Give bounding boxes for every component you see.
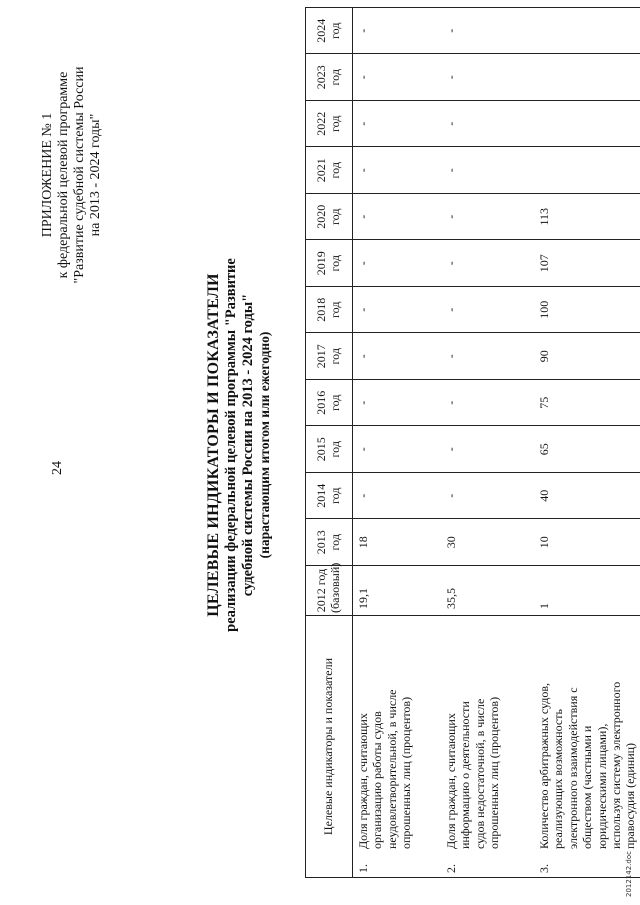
year-value: - (353, 101, 442, 148)
year-value: - (353, 147, 442, 194)
header-year: 2016 год (306, 380, 353, 427)
year-value: - (441, 101, 534, 148)
year-value: 100 (534, 287, 640, 334)
year-value: - (353, 287, 442, 334)
year-value: - (353, 240, 442, 287)
table-row (353, 8, 442, 878)
indicators-table (305, 7, 640, 878)
year-value: - (353, 54, 442, 101)
year-value (534, 101, 640, 148)
indicator-cell (534, 616, 640, 878)
year-value: 18 (353, 519, 442, 566)
indicator-cell (441, 616, 534, 878)
main-title: ЦЕЛЕВЫЕ ИНДИКАТОРЫ И ПОКАЗАТЕЛИ (205, 273, 222, 617)
table-row (534, 8, 640, 878)
row-number: 3. (537, 864, 551, 873)
base-value: 1 (534, 566, 640, 616)
header-year: 2013 год (306, 519, 353, 566)
header-year: 2023 год (306, 54, 353, 101)
year-value: - (441, 473, 534, 520)
year-value: - (353, 8, 442, 55)
table-row (441, 8, 534, 878)
year-value (534, 54, 640, 101)
appendix-line-4: на 2013 - 2024 годы" (88, 113, 104, 237)
indicator-text: Количество арбитражных судов, реализующих возможность электронного взаимодействия с обществом (частными и юридическими лицами), используя систему электронного правосудия (единиц) (537, 681, 638, 849)
table-header-row (306, 8, 353, 878)
year-value: - (441, 426, 534, 473)
title-line-4: (нарастающим итогом или ежегодно) (256, 331, 272, 559)
year-value: - (353, 473, 442, 520)
base-value: 35,5 (441, 566, 534, 616)
file-name-footer: 2012142.doc (625, 851, 633, 897)
year-value: - (441, 147, 534, 194)
document-title (205, 185, 272, 705)
indicator-text: Доля граждан, считающих информацию о деятельности судов недостаточной, в числе опрошенных лиц (процентов) (444, 696, 502, 849)
header-indicator: Целевые индикаторы и показатели (306, 616, 353, 878)
header-year: 2015 год (306, 426, 353, 473)
header-year: 2021 год (306, 147, 353, 194)
year-value: - (441, 8, 534, 55)
year-value: 10 (534, 519, 640, 566)
year-value: - (353, 333, 442, 380)
year-value: - (441, 194, 534, 241)
appendix-heading (40, 25, 104, 325)
title-line-3: судебной системы России на 2013 - 2024 годы" (240, 293, 257, 597)
year-value: - (441, 54, 534, 101)
year-value: 107 (534, 240, 640, 287)
row-number: 1. (356, 864, 370, 873)
year-value (534, 8, 640, 55)
title-line-2: реализации федеральной целевой программы "Развитие (223, 258, 240, 632)
row-number: 2. (444, 864, 458, 873)
header-year: 2024 год (306, 8, 353, 55)
year-value: 30 (441, 519, 534, 566)
indicator-cell (353, 616, 442, 878)
year-value: - (441, 333, 534, 380)
base-value: 19,1 (353, 566, 442, 616)
year-value (534, 147, 640, 194)
year-value: 113 (534, 194, 640, 241)
year-value: 40 (534, 473, 640, 520)
year-value: - (353, 380, 442, 427)
year-value: - (353, 426, 442, 473)
header-base-year: 2012 год (базовый) (306, 566, 353, 616)
header-year: 2019 год (306, 240, 353, 287)
indicator-text: Доля граждан, считающих организацию работы судов неудовлетворительной, в числе опрошенных лиц (процентов) (356, 689, 414, 849)
header-year: 2020 год (306, 194, 353, 241)
page-number: 24 (50, 461, 65, 475)
appendix-line-3: "Развитие судебной системы России (72, 66, 88, 284)
header-year: 2014 год (306, 473, 353, 520)
appendix-line-2: к федеральной целевой программе (56, 71, 72, 279)
year-value: - (353, 194, 442, 241)
header-year: 2017 год (306, 333, 353, 380)
year-value: 75 (534, 380, 640, 427)
year-value: 90 (534, 333, 640, 380)
appendix-line-1: ПРИЛОЖЕНИЕ № 1 (40, 112, 55, 238)
year-value: - (441, 287, 534, 334)
header-year: 2018 год (306, 287, 353, 334)
year-value: - (441, 240, 534, 287)
year-value: 65 (534, 426, 640, 473)
header-year: 2022 год (306, 101, 353, 148)
year-value: - (441, 380, 534, 427)
